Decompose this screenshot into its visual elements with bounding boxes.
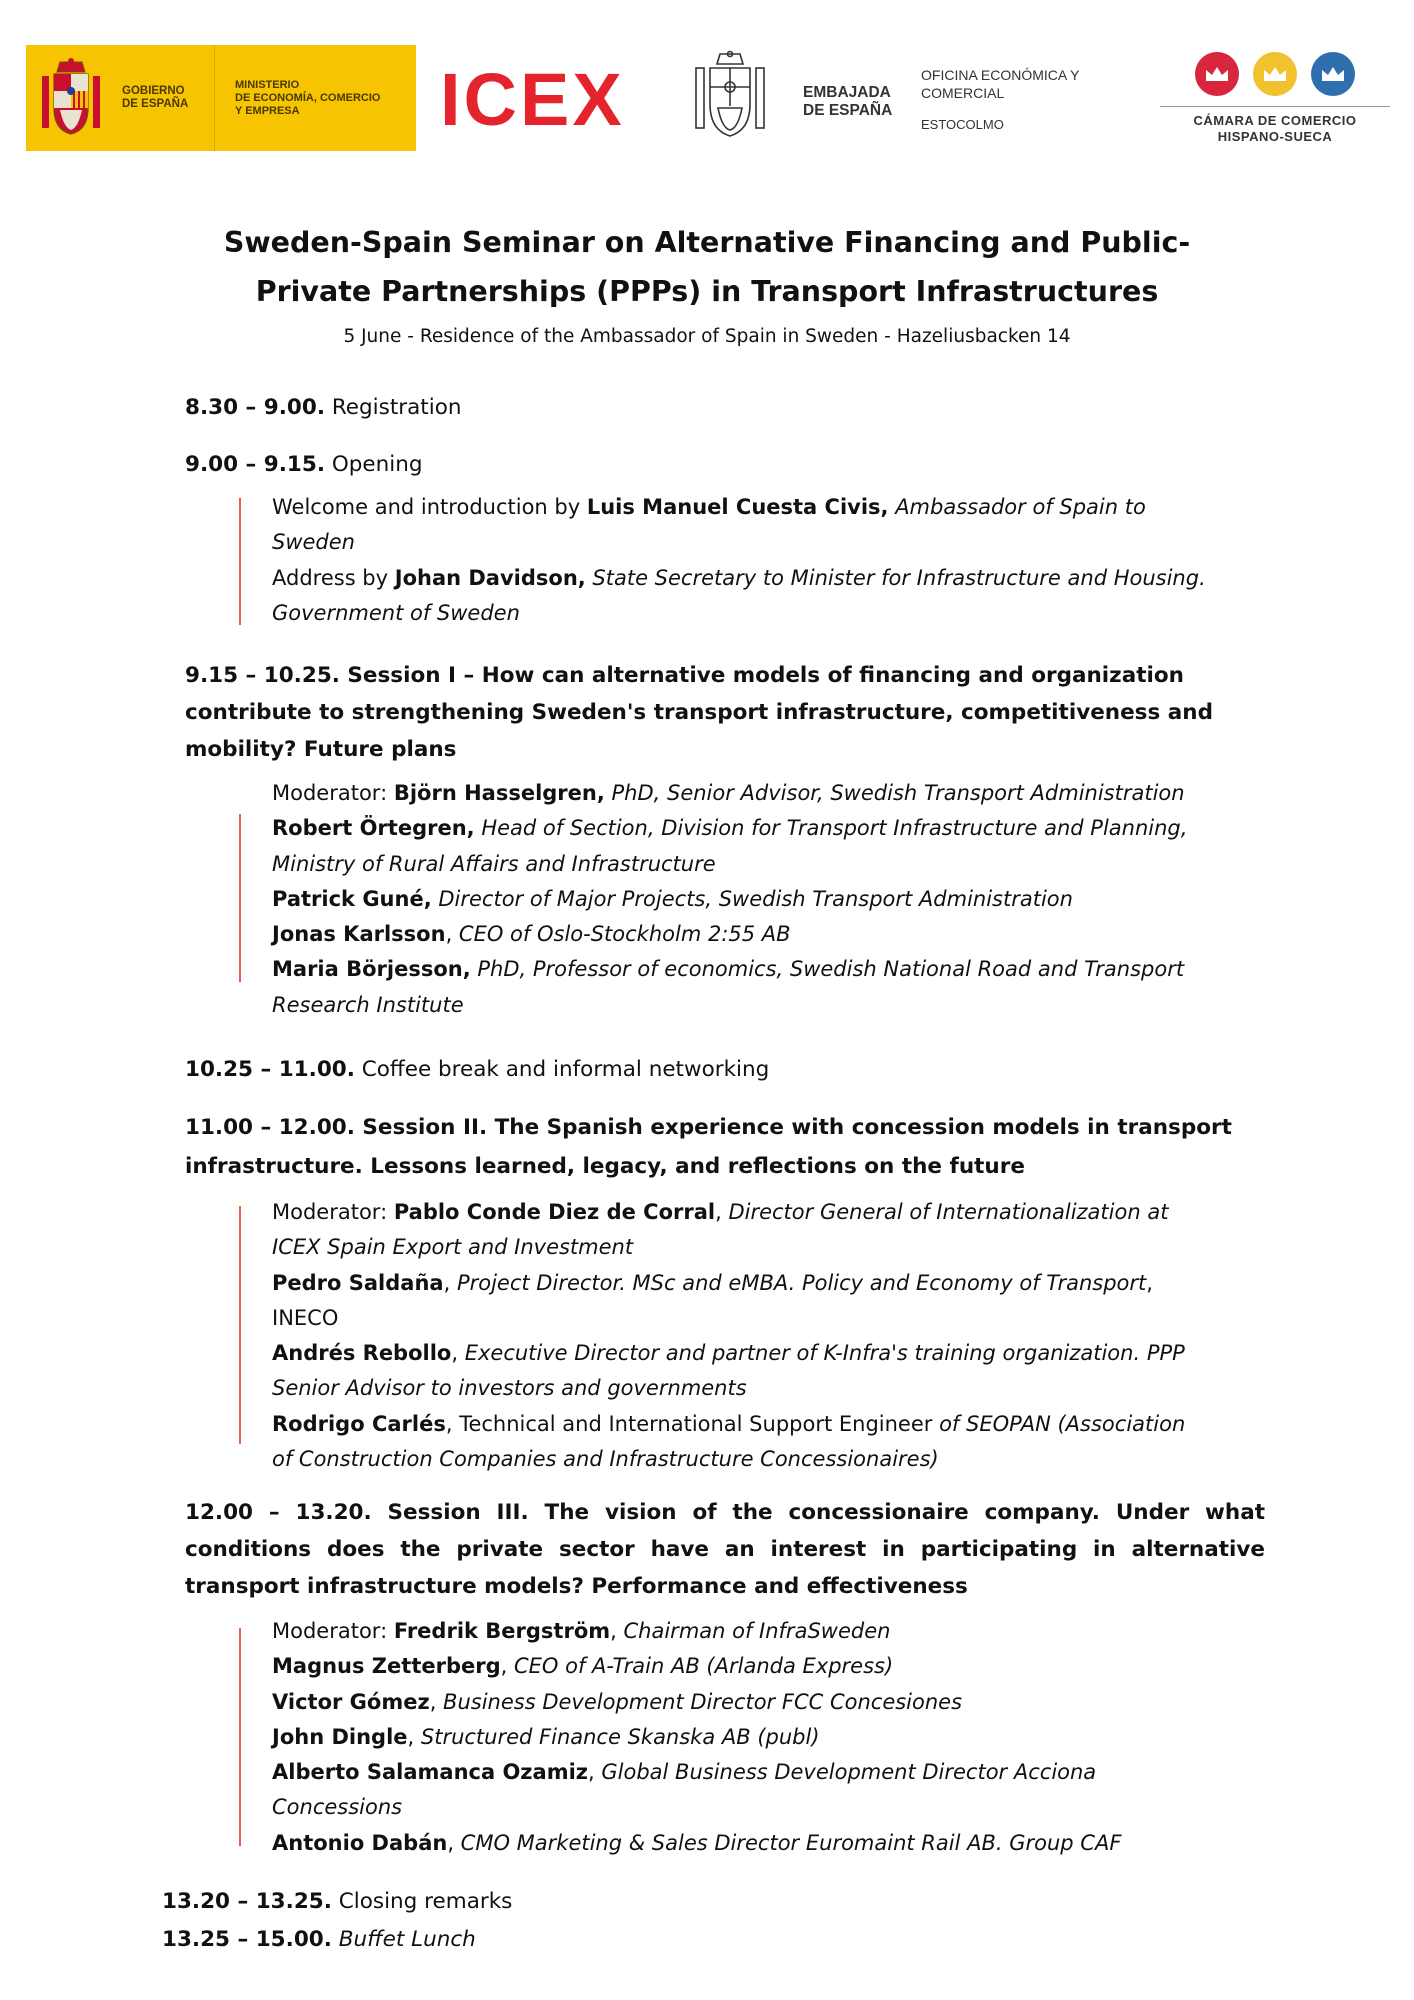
camara-comercio-logo: [1160, 52, 1390, 145]
label: Coffee break and informal networking: [354, 1057, 770, 1082]
time: 9.00 – 9.15.: [185, 452, 325, 477]
speaker-line: Rodrigo Carlés, Technical and International Support Engineer of SEOPAN (Association: [272, 1411, 1186, 1436]
speaker-line: Maria Börjesson, PhD, Professor of economics, Swedish National Road and Transport: [272, 957, 1185, 982]
session-1-heading: [185, 657, 1265, 768]
session-3-accent-bar: [239, 1628, 241, 1846]
label: Opening: [324, 452, 423, 477]
label: Buffet Lunch: [331, 1927, 476, 1952]
speaker-line: John Dingle, Structured Finance Skanska AB (publ): [272, 1724, 820, 1749]
gobierno-text: GOBIERNO DE ESPAÑA: [122, 85, 189, 110]
speaker-line: Research Institute: [272, 992, 464, 1017]
speaker-line: Address by Johan Davidson, State Secretary to Minister for Infrastructure and Housing.: [272, 565, 1206, 590]
speaker-line: ICEX Spain Export and Investment: [272, 1235, 634, 1260]
session-2-heading: [185, 1108, 1265, 1186]
oficina-city-text: ESTOCOLMO: [921, 117, 1004, 132]
page-title: [180, 218, 1234, 316]
session-1-speakers: [272, 776, 1282, 1023]
session-heading-line: 12.00 – 13.20. Session III. The vision of the concessionaire company. Under what: [185, 1500, 1265, 1525]
speaker-line: Moderator: Björn Hasselgren, PhD, Senior Advisor, Swedish Transport Administration: [272, 781, 1185, 805]
speaker-line: Ministry of Rural Affairs and Infrastructure: [272, 851, 716, 876]
agenda-buffet-lunch: [162, 1926, 476, 1954]
crown-gold-icon: [1253, 52, 1297, 96]
session-3-speakers: [272, 1614, 1282, 1861]
opening-speakers: [272, 490, 1282, 631]
time: 8.30 – 9.00.: [185, 395, 325, 420]
embajada-text: EMBAJADA DE ESPAÑA: [803, 84, 893, 119]
gobierno-ministerio-logo: [26, 45, 416, 151]
title-line-2: Private Partnerships (PPPs) in Transport Infrastructures: [255, 275, 1159, 308]
speaker-line: Pedro Saldaña, Project Director. MSc and eMBA. Policy and Economy of Transport,: [272, 1270, 1153, 1295]
session-heading-line: conditions does the private sector have an interest in participating in alternative: [185, 1537, 1265, 1562]
speaker-line: Welcome and introduction by Luis Manuel Cuesta Civis, Ambassador of Spain to: [272, 495, 1146, 519]
session-heading-line: mobility? Future plans: [185, 737, 457, 762]
speaker-line: Antonio Dabán, CMO Marketing & Sales Director Euromaint Rail AB. Group CAF: [272, 1830, 1122, 1855]
event-subtitle: 5 June - Residence of the Ambassador of Spain in Sweden - Hazeliusbacken 14: [343, 326, 1071, 347]
spain-coat-of-arms-icon: [26, 56, 116, 140]
session-2-speakers: [272, 1195, 1282, 1477]
icex-logo: ICEX: [440, 58, 625, 141]
opening-accent-bar: [239, 498, 241, 625]
speaker-line: Patrick Guné, Director of Major Projects, Swedish Transport Administration: [272, 886, 1073, 911]
oficina-economica-text: OFICINA ECONÓMICA Y COMERCIAL: [921, 67, 1080, 101]
speaker-line: Andrés Rebollo, Executive Director and partner of K-Infra's training organization. PPP: [272, 1341, 1185, 1366]
time: 10.25 – 11.00.: [185, 1057, 355, 1082]
label: Registration: [324, 395, 462, 420]
speaker-line: Jonas Karlsson, CEO of Oslo-Stockholm 2:55 AB: [272, 922, 791, 947]
speaker-line: Sweden: [272, 530, 355, 555]
logo-divider: [214, 45, 215, 151]
speaker-line: Concessions: [272, 1795, 403, 1820]
speaker-line: Magnus Zetterberg, CEO of A-Train AB (Arlanda Express): [272, 1654, 894, 1679]
speaker-line: of Construction Companies and Infrastructure Concessionaires): [272, 1447, 939, 1472]
time: 13.25 – 15.00.: [162, 1927, 332, 1952]
speaker-line: Government of Sweden: [272, 600, 520, 625]
speaker-line: Moderator: Pablo Conde Diez de Corral, Director General of Internationalization at: [272, 1200, 1169, 1224]
agenda-opening: [185, 451, 423, 479]
label: Closing remarks: [331, 1889, 513, 1914]
crown-blue-icon: [1311, 52, 1355, 96]
chamber-divider: [1160, 106, 1390, 107]
session-heading-line: infrastructure. Lessons learned, legacy, and reflections on the future: [185, 1154, 1025, 1179]
embassy-coat-of-arms-icon: [690, 50, 770, 150]
session-heading-line: transport infrastructure models? Performance and effectiveness: [185, 1574, 968, 1599]
agenda-closing-remarks: [162, 1888, 512, 1916]
camara-text: CÁMARA DE COMERCIO HISPANO-SUECA: [1193, 113, 1357, 144]
session-heading-line: 11.00 – 12.00. Session II. The Spanish experience with concession models in transport: [185, 1115, 1232, 1140]
speaker-line: Moderator: Fredrik Bergström, Chairman of InfraSweden: [272, 1619, 891, 1643]
session-1-accent-bar: [239, 814, 241, 982]
speaker-line: Robert Örtegren, Head of Section, Division for Transport Infrastructure and Planning,: [272, 816, 1188, 841]
ministerio-text: MINISTERIO DE ECONOMÍA, COMERCIO Y EMPRESA: [235, 78, 381, 117]
session-heading-line: contribute to strengthening Sweden's transport infrastructure, competitiveness and: [185, 700, 1213, 725]
time: 13.20 – 13.25.: [162, 1889, 332, 1914]
title-line-1: Sweden-Spain Seminar on Alternative Financing and Public-: [223, 226, 1191, 259]
agenda-coffee-break: [185, 1056, 769, 1084]
session-heading-line: 9.15 – 10.25. Session I – How can alternative models of financing and organization: [185, 663, 1184, 688]
speaker-line: INECO: [272, 1305, 339, 1330]
speaker-line: Alberto Salamanca Ozamiz, Global Business Development Director Acciona: [272, 1760, 1097, 1785]
session-3-heading: [185, 1494, 1265, 1605]
speaker-line: Senior Advisor to investors and governments: [272, 1376, 747, 1401]
agenda-registration: [185, 394, 461, 422]
speaker-line: Victor Gómez, Business Development Director FCC Concesiones: [272, 1689, 963, 1714]
session-2-accent-bar: [239, 1206, 241, 1444]
crown-red-icon: [1195, 52, 1239, 96]
